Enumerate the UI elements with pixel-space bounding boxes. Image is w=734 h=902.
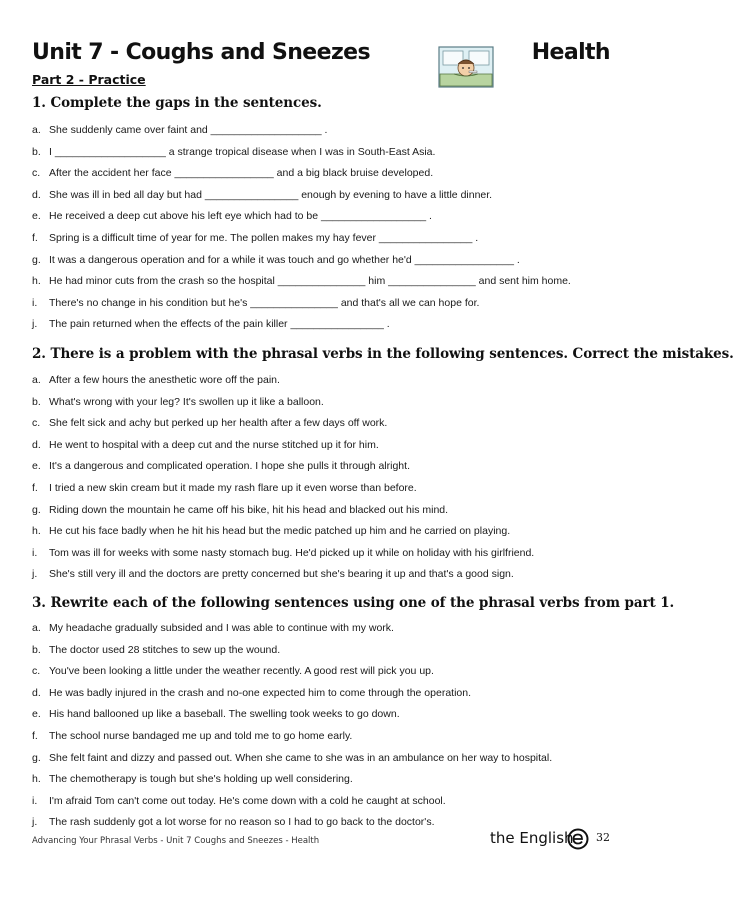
exercise-item [32, 318, 390, 330]
item-letter: e. [32, 460, 41, 473]
item-letter: f. [32, 730, 38, 742]
exercise-item [32, 254, 520, 266]
exercise-item [32, 665, 434, 677]
exercise-item [32, 146, 435, 158]
item-text: I'm afraid Tom can't come out today. He's come down with a cold he caught at school. [49, 794, 446, 807]
item-text: Spring is a difficult time of year for me. The pollen makes my hay fever ________________ . [49, 232, 479, 244]
item-text: He went to hospital with a deep cut and the nurse stitched up it for him. [49, 438, 379, 451]
item-text: She's still very ill and the doctors are pretty concerned but she's bearing it up and that's a good sign. [49, 568, 514, 581]
section-heading-1: 1. Complete the gaps in the sentences. [32, 95, 322, 111]
unit-title: Unit 7 - Coughs and Sneezes [32, 40, 370, 65]
e-logo-icon [567, 828, 589, 850]
item-letter: g. [32, 503, 41, 516]
item-letter: i. [32, 296, 38, 309]
item-text: He had minor cuts from the crash so the hospital _______________ him _______________ and sent him home. [49, 275, 571, 288]
item-letter: j. [32, 816, 38, 829]
exercise-item [32, 687, 471, 699]
item-text: After the accident her face _________________ and a big black bruise developed. [49, 167, 434, 180]
part-title: Part 2 - Practice [32, 72, 146, 87]
item-letter: i. [32, 794, 38, 807]
item-letter: j. [32, 568, 38, 581]
item-text: He cut his face badly when he hit his head but the medic patched up him and he carried on playing. [49, 525, 511, 538]
section-heading-2: 2. There is a problem with the phrasal verbs in the following sentences. Correct the mistakes. [32, 346, 734, 362]
exercise-item [32, 460, 410, 472]
sick-person-in-bed-icon [436, 44, 496, 90]
exercise-item [32, 795, 446, 807]
exercise-item [32, 708, 400, 720]
exercise-item [32, 167, 433, 179]
exercise-item [32, 568, 514, 580]
item-text: The chemotherapy is tough but she's holding up well considering. [49, 773, 353, 786]
item-letter: b. [32, 643, 41, 656]
item-letter: c. [32, 167, 41, 180]
item-letter: c. [32, 417, 41, 430]
item-text: It was a dangerous operation and for a while it was touch and go whether he'd _________________ . [49, 253, 520, 266]
exercise-item [32, 482, 417, 494]
item-text: He was badly injured in the crash and no-one expected him to come through the operation. [49, 686, 472, 699]
exercise-item [32, 773, 353, 785]
item-text: His hand ballooned up like a baseball. The swelling took weeks to go down. [49, 708, 400, 721]
item-letter: h. [32, 525, 41, 538]
exercise-item [32, 297, 479, 309]
item-text: I ___________________ a strange tropical disease when I was in South-East Asia. [49, 145, 436, 158]
item-letter: e. [32, 708, 41, 721]
item-letter: d. [32, 686, 41, 699]
item-text: She felt sick and achy but perked up her health after a few days off work. [49, 417, 388, 430]
page-header [32, 40, 612, 90]
item-letter: b. [32, 145, 41, 158]
item-text: The rash suddenly got a lot worse for no reason so I had to go back to the doctor's. [49, 816, 435, 829]
item-letter: j. [32, 318, 38, 331]
exercise-item [32, 210, 432, 222]
item-letter: h. [32, 773, 41, 786]
item-letter: i. [32, 546, 38, 559]
item-text: After a few hours the anesthetic wore off the pain. [49, 374, 280, 386]
item-letter: g. [32, 253, 41, 266]
item-text: It's a dangerous and complicated operation. I hope she pulls it through alright. [49, 460, 410, 473]
exercise-item [32, 816, 434, 828]
item-letter: d. [32, 438, 41, 451]
item-text: The doctor used 28 stitches to sew up the wound. [49, 643, 281, 656]
exercise-item [32, 417, 387, 429]
item-letter: c. [32, 665, 41, 678]
item-letter: h. [32, 275, 41, 288]
item-text: I tried a new skin cream but it made my rash flare up it even worse than before. [49, 482, 417, 494]
section-heading-3: 3. Rewrite each of the following sentences using one of the phrasal verbs from part 1. [32, 595, 675, 611]
item-text: The school nurse bandaged me up and told me to go home early. [49, 730, 353, 742]
item-letter: f. [32, 232, 38, 244]
item-letter: f. [32, 482, 38, 494]
item-text: There's no change in his condition but he's _______________ and that's all we can hope for. [49, 296, 480, 309]
exercise-item [32, 644, 280, 656]
exercise-item [32, 374, 280, 386]
exercise-item [32, 439, 379, 451]
exercise-item [32, 189, 492, 201]
item-text: She was ill in bed all day but had ________________ enough by evening to have a little dinner. [49, 188, 493, 201]
exercise-item [32, 124, 327, 136]
exercise-item [32, 504, 448, 516]
exercise-item [32, 752, 552, 764]
footer-text: Advancing Your Phrasal Verbs - Unit 7 Coughs and Sneezes - Health [32, 836, 320, 846]
item-letter: d. [32, 188, 41, 201]
item-text: Riding down the mountain he came off his bike, hit his head and blacked out his mind. [49, 503, 449, 516]
item-letter: a. [32, 622, 41, 634]
item-letter: g. [32, 751, 41, 764]
exercise-item [32, 275, 571, 287]
item-text: Tom was ill for weeks with some nasty stomach bug. He'd picked up it while on holiday with his girlfriend. [49, 546, 535, 559]
item-text: He received a deep cut above his left eye which had to be __________________ . [49, 210, 432, 223]
exercise-item [32, 232, 478, 244]
item-letter: a. [32, 124, 41, 136]
exercise-item [32, 730, 352, 742]
exercise-item [32, 396, 324, 408]
item-letter: b. [32, 395, 41, 408]
item-text: She felt faint and dizzy and passed out. When she came to she was in an ambulance on her way to hospital. [49, 751, 553, 764]
subject-title: Health [531, 40, 610, 65]
item-text: The pain returned when the effects of the pain killer ________________ . [49, 318, 390, 331]
exercise-item [32, 622, 394, 634]
exercise-item [32, 525, 510, 537]
item-text: You've been looking a little under the weather recently. A good rest will pick you up. [49, 665, 434, 678]
page-number: 32 [596, 831, 610, 844]
item-text: My headache gradually subsided and I was able to continue with my work. [49, 622, 394, 634]
item-text: She suddenly came over faint and ___________________ . [49, 124, 328, 136]
exercise-item [32, 547, 534, 559]
item-letter: e. [32, 210, 41, 223]
footer-brand: the English [490, 829, 574, 847]
item-letter: a. [32, 374, 41, 386]
item-text: What's wrong with your leg? It's swollen up it like a balloon. [49, 395, 324, 408]
